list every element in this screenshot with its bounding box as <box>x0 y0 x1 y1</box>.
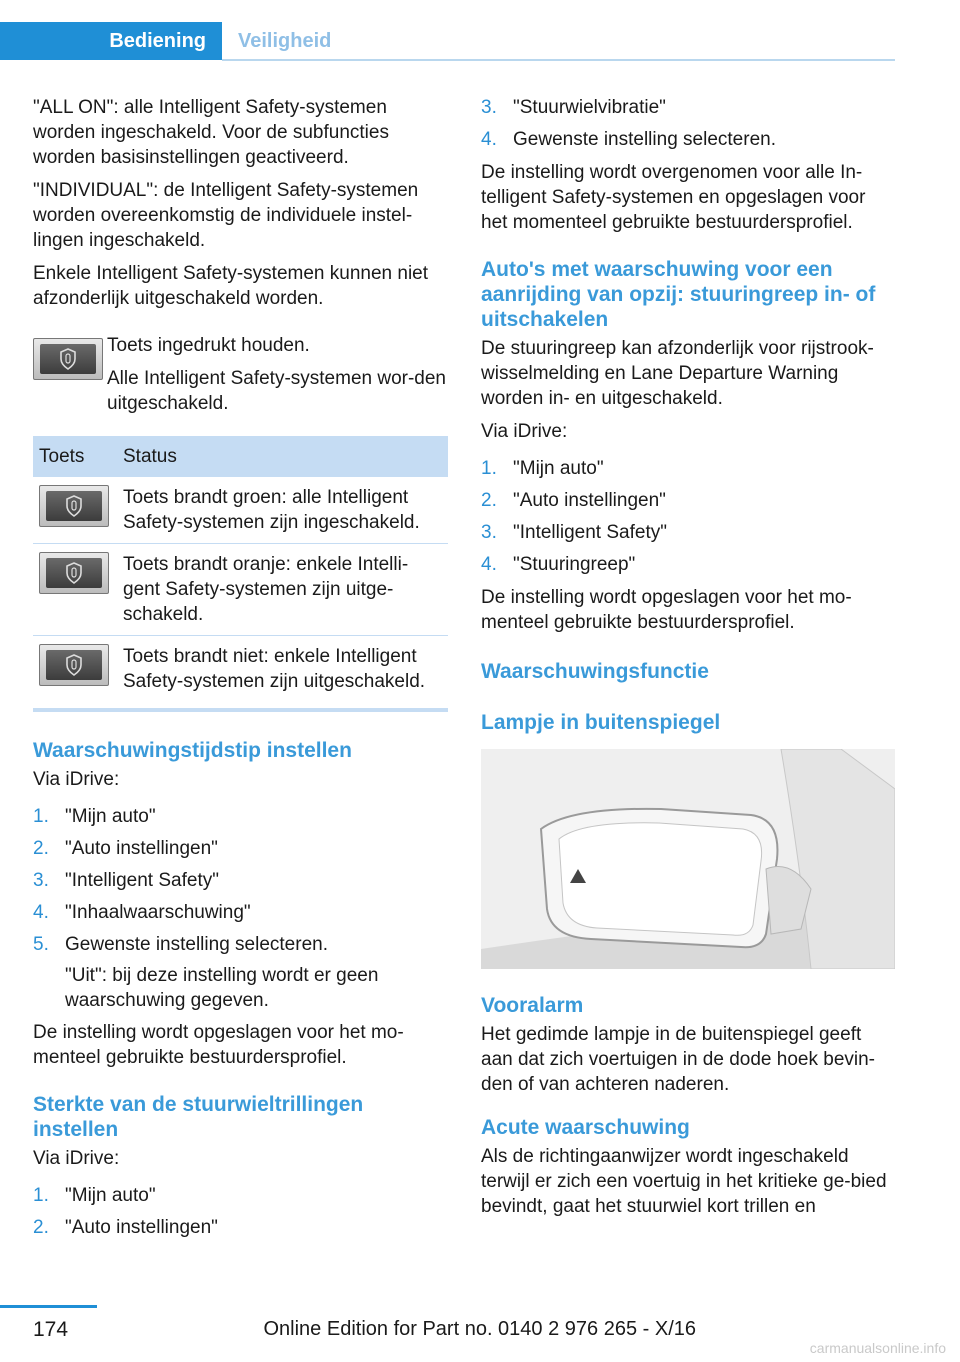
heading-waarschuwingstijdstip: Waarschuwingstijdstip instellen <box>33 739 352 762</box>
tab-veiligheid[interactable]: Veiligheid <box>238 29 332 52</box>
table-row <box>33 477 448 544</box>
list-item: 2. "Auto instellingen" <box>33 838 218 859</box>
edition-text: Online Edition for Part no. 0140 2 976 265 - X/16 <box>263 1318 696 1340</box>
heading-vooralarm: Vooralarm <box>481 994 584 1017</box>
via-idrive-label: Via iDrive: <box>33 769 120 790</box>
tab-bediening[interactable]: Bediening <box>0 22 222 60</box>
list-item: 4. "Stuuringreep" <box>481 554 636 575</box>
list-item: 2. "Auto instellingen" <box>481 490 666 511</box>
table-cell-status: Toets brandt niet: enkele Intelligent Safety-systemen zijn uitgeschakeld. <box>117 636 448 711</box>
table-header-toets: Toets <box>33 436 117 477</box>
list-item: 1. "Mijn auto" <box>481 458 604 479</box>
right-column <box>481 95 895 1227</box>
safety-button-icon <box>39 644 109 686</box>
footer-rule <box>0 1305 97 1308</box>
paragraph-stuuringreep: De stuuringreep kan afzonderlijk voor rijstrook-wisselmelding en Lane Departure Warning worden in- en uitgeschakeld. <box>481 338 874 409</box>
status-table <box>33 436 448 712</box>
heading-waarschuwingsfunctie: Waarschuwingsfunctie <box>481 660 709 683</box>
table-cell-status: Toets brandt oranje: enkele Intelli-gent Safety-systemen zijn uitge-schakeld. <box>117 544 448 636</box>
safety-button-icon <box>39 552 109 594</box>
safety-button-icon <box>39 485 109 527</box>
list-item: 5. Gewenste instelling selecteren. <box>33 934 328 955</box>
via-idrive-label: Via iDrive: <box>33 1148 120 1169</box>
via-idrive-label: Via iDrive: <box>481 421 568 442</box>
substep-uit: "Uit": bij deze instelling wordt er geen waarschuwing gegeven. <box>65 965 379 1011</box>
heading-lampje: Lampje in buitenspiegel <box>481 711 721 734</box>
key-line-2: Alle Intelligent Safety-systemen wor-den uitgeschakeld. <box>107 368 446 414</box>
paragraph-individual: "INDIVIDUAL": de Intelligent Safety-systemen worden overeenkomstig de individuele instel-lingen ingeschakeld. <box>33 180 419 251</box>
safety-button-icon <box>33 338 103 380</box>
page-number: 174 <box>33 1318 69 1341</box>
steps-list <box>33 1183 448 1240</box>
list-item: 1. "Mijn auto" <box>33 806 156 827</box>
list-item: 3. "Intelligent Safety" <box>481 522 667 543</box>
list-item: 4. Gewenste instelling selecteren. <box>481 129 776 150</box>
table-row <box>33 544 448 636</box>
list-item: 1. "Mijn auto" <box>33 1185 156 1206</box>
list-item: 2. "Auto instellingen" <box>33 1217 218 1238</box>
side-mirror-illustration <box>481 749 895 969</box>
left-column <box>33 95 448 1248</box>
paragraph-acute: Als de richtingaanwijzer wordt ingeschakeld terwijl er zich een voertuig in het kritieke ge-bied bevindt, gaat het stuurwiel kort trillen en <box>481 1146 887 1217</box>
heading-acute-waarschuwing: Acute waarschuwing <box>481 1116 690 1139</box>
steps-list <box>481 95 895 152</box>
paragraph-enkele: Enkele Intelligent Safety-systemen kunnen niet afzonderlijk uitgeschakeld worden. <box>33 263 429 309</box>
list-item: 3. "Stuurwielvibratie" <box>481 97 666 118</box>
paragraph-opgeslagen: De instelling wordt opgeslagen voor het mo-menteel gebruikte bestuurdersprofiel. <box>33 1022 404 1068</box>
watermark: carmanualsonline.info <box>809 1340 946 1356</box>
table-header-status: Status <box>117 436 448 477</box>
steps-list <box>33 804 448 957</box>
header-tabs <box>0 22 895 62</box>
paragraph-overgenomen: De instelling wordt overgenomen voor alle In-telligent Safety-systemen en opgeslagen voor het momenteel gebruikte bestuurdersprofiel. <box>481 162 866 233</box>
key-line-1: Toets ingedrukt houden. <box>107 335 310 356</box>
list-item: 3. "Intelligent Safety" <box>33 870 219 891</box>
table-cell-status: Toets brandt groen: alle Intelligent Safety-systemen zijn ingeschakeld. <box>117 477 448 544</box>
key-instruction <box>33 333 448 416</box>
paragraph-vooralarm: Het gedimde lampje in de buitenspiegel geeft aan dat zich voertuigen in de dode hoek bevin-den of van achteren naderen. <box>481 1024 875 1095</box>
list-item: 4. "Inhaalwaarschuwing" <box>33 902 251 923</box>
paragraph-opgeslagen: De instelling wordt opgeslagen voor het mo-menteel gebruikte bestuurdersprofiel. <box>481 587 852 633</box>
table-row <box>33 636 448 711</box>
heading-sterkte: Sterkte van de stuurwieltrillingen instellen <box>33 1093 364 1141</box>
header-rule <box>222 59 895 61</box>
heading-stuuringreep: Auto's met waarschuwing voor een aanrijding van opzij: stuuringreep in- of uitschakelen <box>481 258 876 331</box>
paragraph-all-on: "ALL ON": alle Intelligent Safety-systemen worden ingeschakeld. Voor de subfuncties worden basisinstellingen geactiveerd. <box>33 97 389 168</box>
mirror-image <box>481 749 895 969</box>
steps-list <box>481 456 895 577</box>
